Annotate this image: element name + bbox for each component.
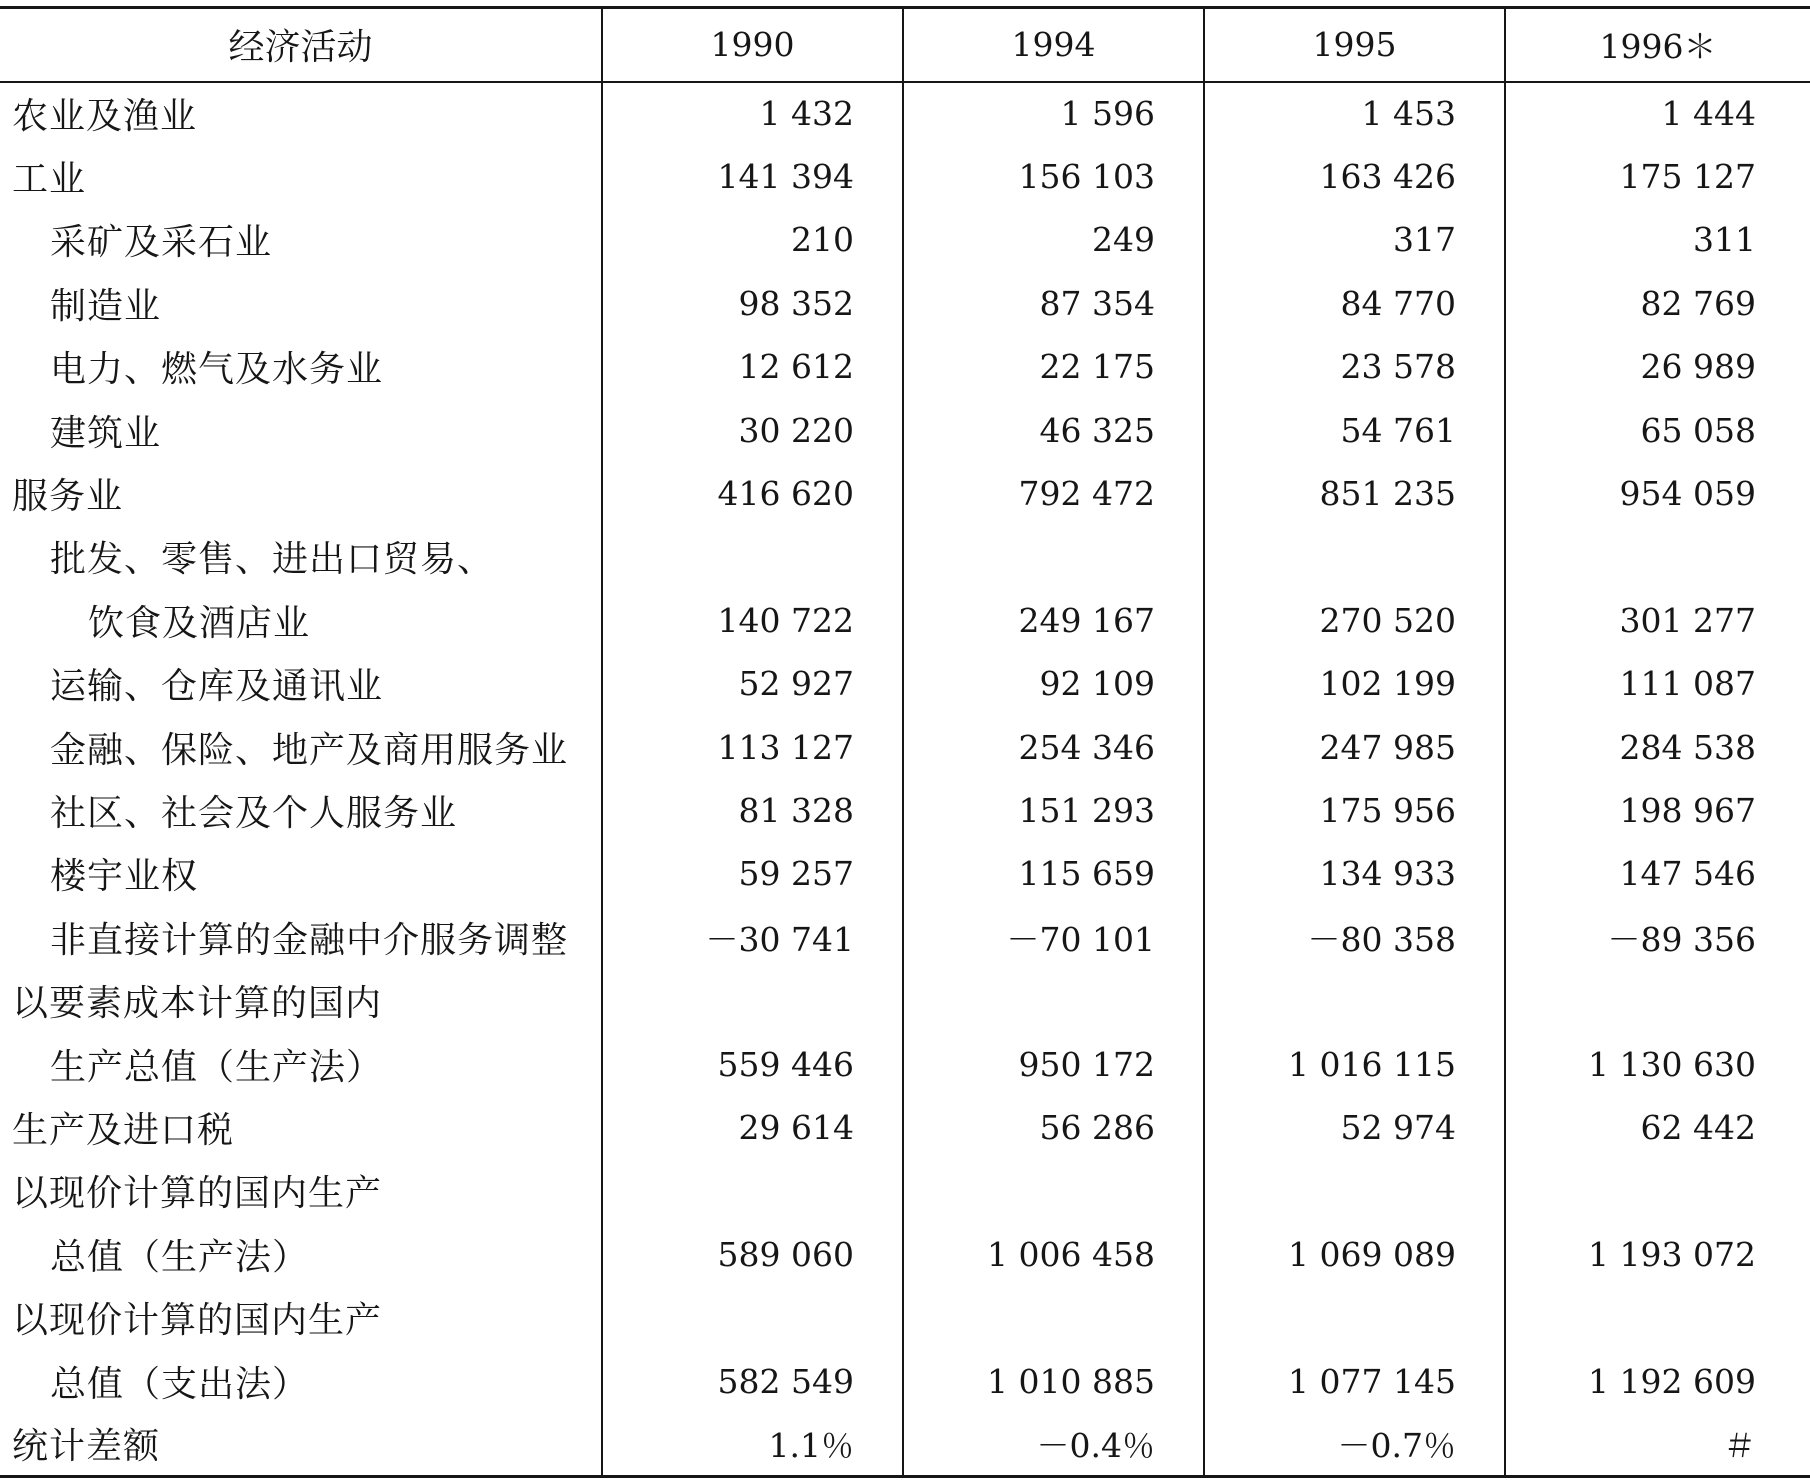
value-cell [602, 525, 903, 588]
row-label: 运输、仓库及通讯业 [50, 666, 384, 708]
value-cell [1204, 1159, 1505, 1222]
value-cell: 589 060 [602, 1223, 903, 1286]
value-cell: 22 175 [903, 335, 1204, 398]
value-cell [602, 1159, 903, 1222]
value-cell: 1 453 [1204, 82, 1505, 145]
value-cell: 792 472 [903, 462, 1204, 525]
value-cell: 247 985 [1204, 715, 1505, 778]
value-cell: －30 741 [602, 906, 903, 969]
row-label: 电力、燃气及水务业 [50, 349, 384, 391]
value-cell: 954 059 [1505, 462, 1810, 525]
value-cell: 1 130 630 [1505, 1032, 1810, 1095]
row-label: 采矿及采石业 [50, 222, 273, 264]
table-row [0, 145, 1810, 208]
value-cell: 851 235 [1204, 462, 1505, 525]
table-row [0, 1286, 1810, 1349]
value-cell: 311 [1505, 208, 1810, 271]
row-label: 建筑业 [50, 412, 162, 454]
value-cell: 151 293 [903, 779, 1204, 842]
value-cell: 1.1％ [602, 1413, 903, 1476]
value-cell: 210 [602, 208, 903, 271]
value-cell: 140 722 [602, 589, 903, 652]
value-cell: 249 [903, 208, 1204, 271]
value-cell: 175 127 [1505, 145, 1810, 208]
table-row [0, 1349, 1810, 1412]
column-header-year: 1990 [602, 8, 903, 82]
value-cell: 254 346 [903, 715, 1204, 778]
row-label: 饮食及酒店业 [88, 602, 311, 644]
value-cell: 1 010 885 [903, 1349, 1204, 1412]
table-row [0, 1159, 1810, 1222]
value-cell: 1 432 [602, 82, 903, 145]
value-cell: 29 614 [602, 1096, 903, 1159]
value-cell: 54 761 [1204, 398, 1505, 461]
value-cell: 317 [1204, 208, 1505, 271]
value-cell: 175 956 [1204, 779, 1505, 842]
value-cell: 56 286 [903, 1096, 1204, 1159]
value-cell: 416 620 [602, 462, 903, 525]
value-cell: 1 444 [1505, 82, 1810, 145]
value-cell: －89 356 [1505, 906, 1810, 969]
value-cell [602, 1286, 903, 1349]
value-cell [903, 525, 1204, 588]
value-cell: 559 446 [602, 1032, 903, 1095]
column-header-year: 1994 [903, 8, 1204, 82]
value-cell [1204, 525, 1505, 588]
row-label: 非直接计算的金融中介服务调整 [50, 919, 569, 961]
table-row [0, 398, 1810, 461]
value-cell: 12 612 [602, 335, 903, 398]
value-cell: 134 933 [1204, 842, 1505, 905]
column-header-economic-activity: 经济活动 [0, 8, 602, 82]
value-cell [903, 1286, 1204, 1349]
row-label: 批发、零售、进出口贸易、 [50, 539, 495, 581]
value-cell: －70 101 [903, 906, 1204, 969]
table-row [0, 715, 1810, 778]
table-row [0, 335, 1810, 398]
value-cell: 111 087 [1505, 652, 1810, 715]
value-cell: 198 967 [1505, 779, 1810, 842]
value-cell: －80 358 [1204, 906, 1505, 969]
value-cell: 23 578 [1204, 335, 1505, 398]
value-cell: 92 109 [903, 652, 1204, 715]
value-cell: 1 193 072 [1505, 1223, 1810, 1286]
column-header-year: 1996＊ [1505, 8, 1810, 82]
row-label: 服务业 [12, 476, 124, 518]
column-header-year: 1995 [1204, 8, 1505, 82]
table-body [0, 82, 1810, 1477]
value-cell: 301 277 [1505, 589, 1810, 652]
value-cell: 1 069 089 [1204, 1223, 1505, 1286]
value-cell: 1 006 458 [903, 1223, 1204, 1286]
value-cell: 1 016 115 [1204, 1032, 1505, 1095]
table-row [0, 842, 1810, 905]
value-cell: 87 354 [903, 272, 1204, 335]
value-cell: 147 546 [1505, 842, 1810, 905]
value-cell: 284 538 [1505, 715, 1810, 778]
table-row [0, 779, 1810, 842]
row-label: 以现价计算的国内生产 [12, 1300, 383, 1342]
value-cell: 46 325 [903, 398, 1204, 461]
value-cell: 102 199 [1204, 652, 1505, 715]
row-label: 楼宇业权 [50, 856, 199, 898]
value-cell: 30 220 [602, 398, 903, 461]
value-cell [1204, 969, 1505, 1032]
value-cell: 65 058 [1505, 398, 1810, 461]
table-row [0, 906, 1810, 969]
value-cell: ＃ [1505, 1413, 1810, 1476]
table-row [0, 82, 1810, 145]
table-row [0, 525, 1810, 588]
table-row [0, 652, 1810, 715]
value-cell: 113 127 [602, 715, 903, 778]
row-label: 工业 [12, 159, 87, 201]
value-cell: 52 927 [602, 652, 903, 715]
value-cell [903, 1159, 1204, 1222]
row-label: 总值（生产法） [50, 1236, 310, 1278]
value-cell: 26 989 [1505, 335, 1810, 398]
value-cell: 1 192 609 [1505, 1349, 1810, 1412]
table-row [0, 208, 1810, 271]
value-cell [1505, 1286, 1810, 1349]
value-cell: 270 520 [1204, 589, 1505, 652]
row-label: 农业及渔业 [12, 96, 198, 138]
table-row [0, 589, 1810, 652]
row-label: 生产总值（生产法） [50, 1046, 384, 1088]
row-label: 制造业 [50, 285, 162, 327]
value-cell: 62 442 [1505, 1096, 1810, 1159]
value-cell: －0.4％ [903, 1413, 1204, 1476]
value-cell: 1 077 145 [1204, 1349, 1505, 1412]
table-row [0, 1223, 1810, 1286]
table-row [0, 1032, 1810, 1095]
row-label: 社区、社会及个人服务业 [50, 792, 458, 834]
value-cell: 950 172 [903, 1032, 1204, 1095]
value-cell: 98 352 [602, 272, 903, 335]
row-label: 统计差额 [0, 1413, 602, 1476]
table-row [0, 1413, 1810, 1476]
value-cell [903, 969, 1204, 1032]
value-cell [1204, 1286, 1505, 1349]
row-label: 以要素成本计算的国内 [12, 983, 383, 1025]
row-label: 以现价计算的国内生产 [12, 1173, 383, 1215]
row-label: 金融、保险、地产及商用服务业 [50, 729, 569, 771]
value-cell: 163 426 [1204, 145, 1505, 208]
value-cell: 1 596 [903, 82, 1204, 145]
table-header [0, 8, 1810, 82]
table-row [0, 272, 1810, 335]
gdp-by-economic-activity-table [0, 6, 1810, 1478]
row-label: 总值（支出法） [50, 1363, 310, 1405]
value-cell: 82 769 [1505, 272, 1810, 335]
value-cell [1505, 525, 1810, 588]
value-cell: 59 257 [602, 842, 903, 905]
row-label: 生产及进口税 [12, 1109, 235, 1151]
header-row [0, 8, 1810, 82]
value-cell: 52 974 [1204, 1096, 1505, 1159]
value-cell: 141 394 [602, 145, 903, 208]
value-cell: 81 328 [602, 779, 903, 842]
value-cell: 249 167 [903, 589, 1204, 652]
value-cell: 582 549 [602, 1349, 903, 1412]
value-cell [1505, 1159, 1810, 1222]
value-cell: －0.7％ [1204, 1413, 1505, 1476]
table-row [0, 969, 1810, 1032]
value-cell [1505, 969, 1810, 1032]
table-row [0, 1096, 1810, 1159]
table-row [0, 462, 1810, 525]
value-cell [602, 969, 903, 1032]
value-cell: 84 770 [1204, 272, 1505, 335]
value-cell: 156 103 [903, 145, 1204, 208]
value-cell: 115 659 [903, 842, 1204, 905]
